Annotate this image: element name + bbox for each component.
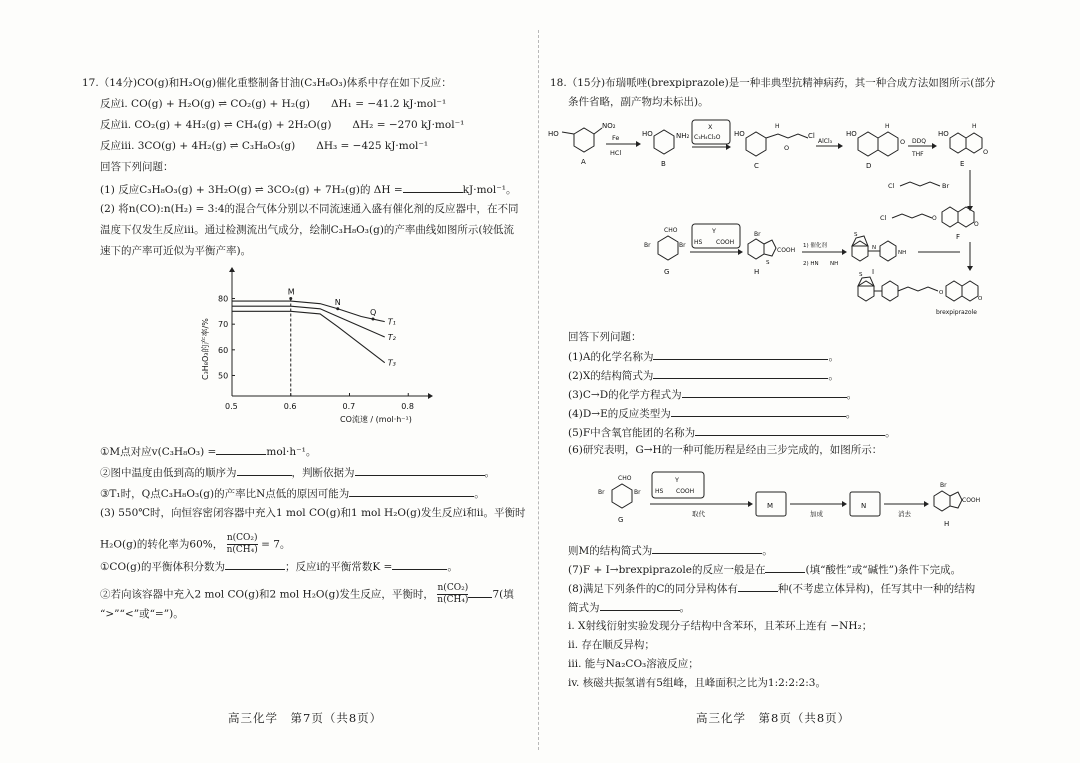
compound-A bbox=[548, 122, 616, 166]
series-label: T₁ bbox=[387, 317, 396, 327]
label-C: C bbox=[754, 162, 759, 170]
answer-blank[interactable] bbox=[652, 542, 762, 554]
q18-cond-4: iv. 核磁共振氢谱有5组峰，且峰面积之比为1:2:2:2:3。 bbox=[568, 677, 826, 689]
label-H: H bbox=[944, 520, 950, 528]
label-no2: NO₂ bbox=[602, 122, 616, 130]
label-cl: Cl bbox=[880, 214, 887, 222]
q17-part3-line1: (3) 550℃时，向恒容密闭容器中充入1 mol CO(g)和1 mol H₂O(g)发生反应i和ii。平衡时 bbox=[100, 507, 526, 519]
label-br: Br bbox=[634, 489, 641, 496]
series-label: T₂ bbox=[387, 333, 396, 342]
label-br: Br bbox=[598, 489, 605, 496]
compound-B bbox=[642, 130, 690, 168]
label-nh: NH bbox=[898, 250, 907, 256]
y-tick-label: 60 bbox=[218, 345, 229, 355]
label-br: Br bbox=[644, 242, 651, 249]
mech-compound-G bbox=[598, 475, 641, 524]
label-ho: HO bbox=[734, 130, 745, 138]
compound-G bbox=[644, 227, 686, 276]
arrowhead bbox=[932, 143, 937, 149]
label-h: H bbox=[972, 123, 977, 130]
q17-s2: ②图中温度由低到高的顺序为 ，判断依据为 。 bbox=[100, 464, 495, 480]
compound-D bbox=[846, 123, 905, 170]
answer-blank[interactable] bbox=[349, 485, 474, 497]
label-ho: HO bbox=[642, 130, 653, 138]
y-axis-title: C₃H₈O₃的产率/% bbox=[201, 318, 210, 380]
label-br: Br bbox=[754, 231, 761, 238]
mech-compound-H bbox=[934, 482, 980, 528]
answer-blank[interactable] bbox=[468, 586, 492, 598]
y-tick-label: 70 bbox=[218, 320, 229, 330]
arrowhead bbox=[726, 144, 731, 150]
chain-reagent bbox=[900, 182, 940, 186]
q18-a5: (5)F中含氧官能团的名称为 。 bbox=[568, 424, 896, 440]
label-hs: HS bbox=[655, 488, 664, 495]
reagent-piperazine: 2) HN bbox=[803, 261, 819, 267]
reagent-hcl: HCl bbox=[610, 149, 622, 157]
arrowhead bbox=[924, 501, 929, 507]
q18-head-2: 条件省略，副产物均未标出)。 bbox=[568, 96, 709, 108]
label-n: N bbox=[872, 245, 877, 251]
q17-reaction-1: 反应i. CO(g) + H₂O(g) ⇌ CO₂(g) + H₂(g) ΔH₁ = −41.2 kJ·mol⁻¹ bbox=[100, 98, 447, 110]
label-o: O bbox=[900, 138, 906, 146]
point-label: Q bbox=[370, 308, 377, 318]
label-ho: HO bbox=[548, 130, 559, 138]
arrowhead bbox=[738, 249, 743, 255]
arrowhead bbox=[967, 266, 973, 271]
q17-reaction-2: 反应ii. CO₂(g) + 4H₂(g) ⇌ CH₄(g) + 2H₂O(g) ΔH₂ = −270 kJ·mol⁻¹ bbox=[100, 119, 465, 131]
q18-a6m: 则M的结构简式为 。 bbox=[568, 542, 773, 558]
label-ho: HO bbox=[938, 130, 949, 138]
x-tick-label: 0.5 bbox=[225, 402, 238, 411]
label-s: S bbox=[766, 260, 770, 266]
series-line-3 bbox=[232, 311, 385, 362]
y-tick-label: 80 bbox=[218, 294, 229, 304]
page-footer: 高三化学 第8页（共8页） bbox=[696, 711, 851, 725]
reagent-c3h4cl2o: C₃H₄Cl₂O bbox=[694, 134, 721, 141]
q18-ask: 回答下列问题： bbox=[568, 331, 642, 343]
label-B: B bbox=[661, 160, 666, 168]
q17-head: 17.（14分)CO(g)和H₂O(g)催化重整制备甘油(C₃H₈O₃)体系中存在如下反应： bbox=[82, 77, 452, 89]
answer-blank[interactable] bbox=[392, 558, 447, 570]
series-label: T₃ bbox=[387, 358, 396, 368]
y-axis-arrow bbox=[229, 267, 235, 272]
answer-blank[interactable] bbox=[653, 367, 828, 379]
q17-q2: ②若向该容器中充入2 mol CO(g)和2 mol H₂O(g)发生反应，平衡时， $\frac{\text{n(CO₂)}}{\text{n(CH₄)}}$ 7(填 bbox=[100, 583, 514, 605]
answer-blank[interactable] bbox=[355, 464, 485, 476]
label-brexpiprazole: brexpiprazole bbox=[936, 309, 977, 316]
compound-F bbox=[880, 207, 979, 241]
q18-cond-1: i. X射线衍射实验发现分子结构中含苯环，且苯环上连有 −NH₂； bbox=[568, 620, 873, 632]
point-label: M bbox=[287, 287, 295, 297]
q17-ask: 回答下列问题： bbox=[100, 161, 174, 173]
q18-a8: (8)满足下列条件的C的同分异构体有 种(不考虑立体异构)，任写其中一种的结构 bbox=[568, 580, 975, 596]
compound-H bbox=[748, 231, 795, 276]
page-8 bbox=[540, 0, 1080, 763]
label-elimination: 消去 bbox=[898, 510, 911, 518]
answer-blank[interactable] bbox=[738, 580, 778, 592]
label-o: O bbox=[939, 290, 944, 296]
label-D: D bbox=[866, 162, 872, 170]
q18-a7: (7)F + I→brexpiprazole的反应一般是在 (填“酸性”或“碱性”)条件下完成。 bbox=[568, 561, 961, 577]
label-o: O bbox=[974, 221, 979, 228]
label-s: S bbox=[854, 232, 858, 238]
synthesis-scheme bbox=[546, 114, 989, 324]
label-G: G bbox=[664, 268, 670, 276]
arrowhead bbox=[838, 143, 843, 149]
ratio-fraction: $\frac{\text{n(CO₂)}}{\text{n(CH₄)}}$ bbox=[226, 533, 258, 555]
answer-blank[interactable] bbox=[765, 561, 805, 573]
label-br: Br bbox=[679, 242, 686, 249]
q18-a4: (4)D→E的反应类型为 。 bbox=[568, 405, 856, 421]
q18-cond-2: ii. 存在顺反异构； bbox=[568, 639, 655, 651]
x-axis-arrow bbox=[428, 393, 433, 399]
q17-part2-line2: 温度下仅发生反应iii。通过检测流出气成分，绘制C₃H₈O₃(g)的产率曲线如图所示(较低流 bbox=[100, 224, 515, 236]
label-cl: Cl bbox=[808, 132, 815, 140]
label-A: A bbox=[581, 158, 586, 166]
compound-E bbox=[938, 123, 988, 168]
label-o: O bbox=[932, 215, 937, 222]
label-E: E bbox=[960, 160, 965, 168]
reagent-fe: Fe bbox=[612, 134, 620, 142]
q18-a1: (1)A的化学名称为 。 bbox=[568, 348, 839, 364]
label-ho: HO bbox=[846, 130, 857, 138]
label-M: M bbox=[767, 502, 774, 510]
label-N: N bbox=[861, 502, 867, 510]
compound-I bbox=[852, 232, 906, 276]
label-cooh: COOH bbox=[716, 239, 735, 246]
label-cho: CHO bbox=[618, 475, 632, 482]
label-o: O bbox=[978, 296, 983, 302]
q18-a3: (3)C→D的化学方程式为 。 bbox=[568, 386, 857, 402]
label-br: Br bbox=[942, 182, 950, 190]
compound-brexpiprazole bbox=[858, 272, 983, 316]
q17-part1: (1) 反应C₃H₈O₃(g) + 3H₂O(g) ⇌ 3CO₂(g) + 7H₂(g)的 ΔH = kJ·mol⁻¹。 bbox=[100, 181, 516, 197]
q18-a6: (6)研究表明，G→H的一种可能历程是经由三步完成的，如图所示： bbox=[568, 444, 883, 456]
page-footer: 高三化学 第7页（共8页） bbox=[228, 711, 383, 725]
y-tick-label: 50 bbox=[218, 371, 229, 381]
label-cooh: COOH bbox=[962, 497, 981, 504]
reagent-ddq: DDQ bbox=[912, 138, 926, 145]
arrowhead bbox=[636, 141, 641, 147]
q18-cond-3: iii. 能与Na₂CO₃溶液反应； bbox=[568, 658, 699, 670]
point-label: N bbox=[334, 297, 341, 307]
q17-reaction-3: 反应iii. 3CO(g) + 4H₂(g) ⇌ C₃H₈O₃(g) ΔH₃ = −425 kJ·mol⁻¹ bbox=[100, 140, 429, 152]
label-cho: CHO bbox=[664, 227, 678, 234]
label-G: G bbox=[618, 516, 624, 524]
arrowhead bbox=[842, 249, 847, 255]
answer-blank[interactable] bbox=[237, 464, 292, 476]
point-N bbox=[336, 307, 339, 310]
point-M bbox=[289, 297, 292, 300]
q17-part3-line2: H₂O(g)的转化率为60%， $\frac{\text{n(CO₂)}}{\text{n(CH₄)}}$ = 7。 bbox=[100, 533, 291, 555]
label-h: H bbox=[775, 123, 780, 130]
label-cl: Cl bbox=[888, 182, 895, 190]
answer-blank[interactable] bbox=[671, 405, 846, 417]
label-nh: NH bbox=[830, 261, 839, 267]
label-substitution: 取代 bbox=[692, 510, 705, 518]
label-addition: 加成 bbox=[810, 510, 823, 518]
label-Y: Y bbox=[675, 476, 679, 484]
reagent-catalyst: 1) 催化剂 bbox=[803, 243, 827, 249]
q17-part2-line3: 速下的产率可近似为平衡产率)。 bbox=[100, 245, 252, 257]
label-s: S bbox=[859, 272, 863, 278]
label-Y: Y bbox=[712, 227, 716, 235]
q18-a2: (2)X的结构简式为 。 bbox=[568, 367, 839, 383]
label-F: F bbox=[956, 233, 961, 241]
x-tick-label: 0.8 bbox=[401, 402, 414, 411]
answer-blank[interactable] bbox=[225, 558, 285, 570]
answer-blank[interactable] bbox=[216, 443, 266, 455]
x-tick-label: 0.6 bbox=[283, 402, 297, 411]
arrowhead bbox=[842, 501, 847, 507]
yield-chart bbox=[190, 268, 440, 438]
reagent-thf: THF bbox=[912, 151, 924, 158]
q18-head-1: 18.（15分)布瑞哌唑(brexpiprazole)是一种非典型抗精神病药，其一种合成方法如图所示(部分 bbox=[550, 77, 996, 89]
answer-blank[interactable] bbox=[600, 599, 680, 611]
label-I: I bbox=[872, 268, 875, 276]
reagent-alcl3: AlCl₃ bbox=[818, 138, 833, 145]
answer-blank[interactable] bbox=[695, 424, 885, 436]
q17-s3: ③T₁时，Q点C₃H₈O₃(g)的产率比N点低的原因可能为 。 bbox=[100, 485, 485, 501]
q17-s1: ①M点对应v(C₃H₈O₃) = mol·h⁻¹。 bbox=[100, 443, 316, 459]
label-h: H bbox=[885, 123, 890, 130]
answer-blank[interactable] bbox=[653, 348, 828, 360]
compound-C bbox=[734, 123, 815, 170]
arrowhead bbox=[748, 501, 753, 507]
q17-part2-line1: (2) 将n(CO):n(H₂) = 3:4的混合气体分别以不同流速通入盛有催化剂的反应器中，在不同 bbox=[100, 203, 519, 215]
answer-blank[interactable] bbox=[403, 181, 463, 193]
point-Q bbox=[372, 318, 375, 321]
mechanism-diagram bbox=[596, 470, 981, 536]
ratio-fraction: $\frac{\text{n(CO₂)}}{\text{n(CH₄)}}$ bbox=[437, 583, 469, 605]
q17-q2-hint: “>”“<”或“=”)。 bbox=[100, 608, 184, 620]
label-cooh: COOH bbox=[676, 488, 695, 495]
q17-q1: ①CO(g)的平衡体积分数为 ；反应i的平衡常数K = 。 bbox=[100, 558, 458, 574]
label-X: X bbox=[708, 123, 713, 131]
x-tick-label: 0.7 bbox=[342, 402, 356, 411]
label-cooh: COOH bbox=[777, 247, 796, 254]
label-br: Br bbox=[940, 482, 947, 489]
answer-blank[interactable] bbox=[682, 386, 847, 398]
q18-a8-2: 简式为 。 bbox=[568, 599, 690, 615]
x-axis-title: CO流速 / (mol·h⁻¹) bbox=[340, 415, 412, 424]
label-o: O bbox=[983, 148, 989, 156]
label-H: H bbox=[754, 268, 760, 276]
label-hs: HS bbox=[694, 239, 703, 246]
label-nh2: NH₂ bbox=[676, 132, 690, 140]
label-o: O bbox=[784, 144, 790, 152]
